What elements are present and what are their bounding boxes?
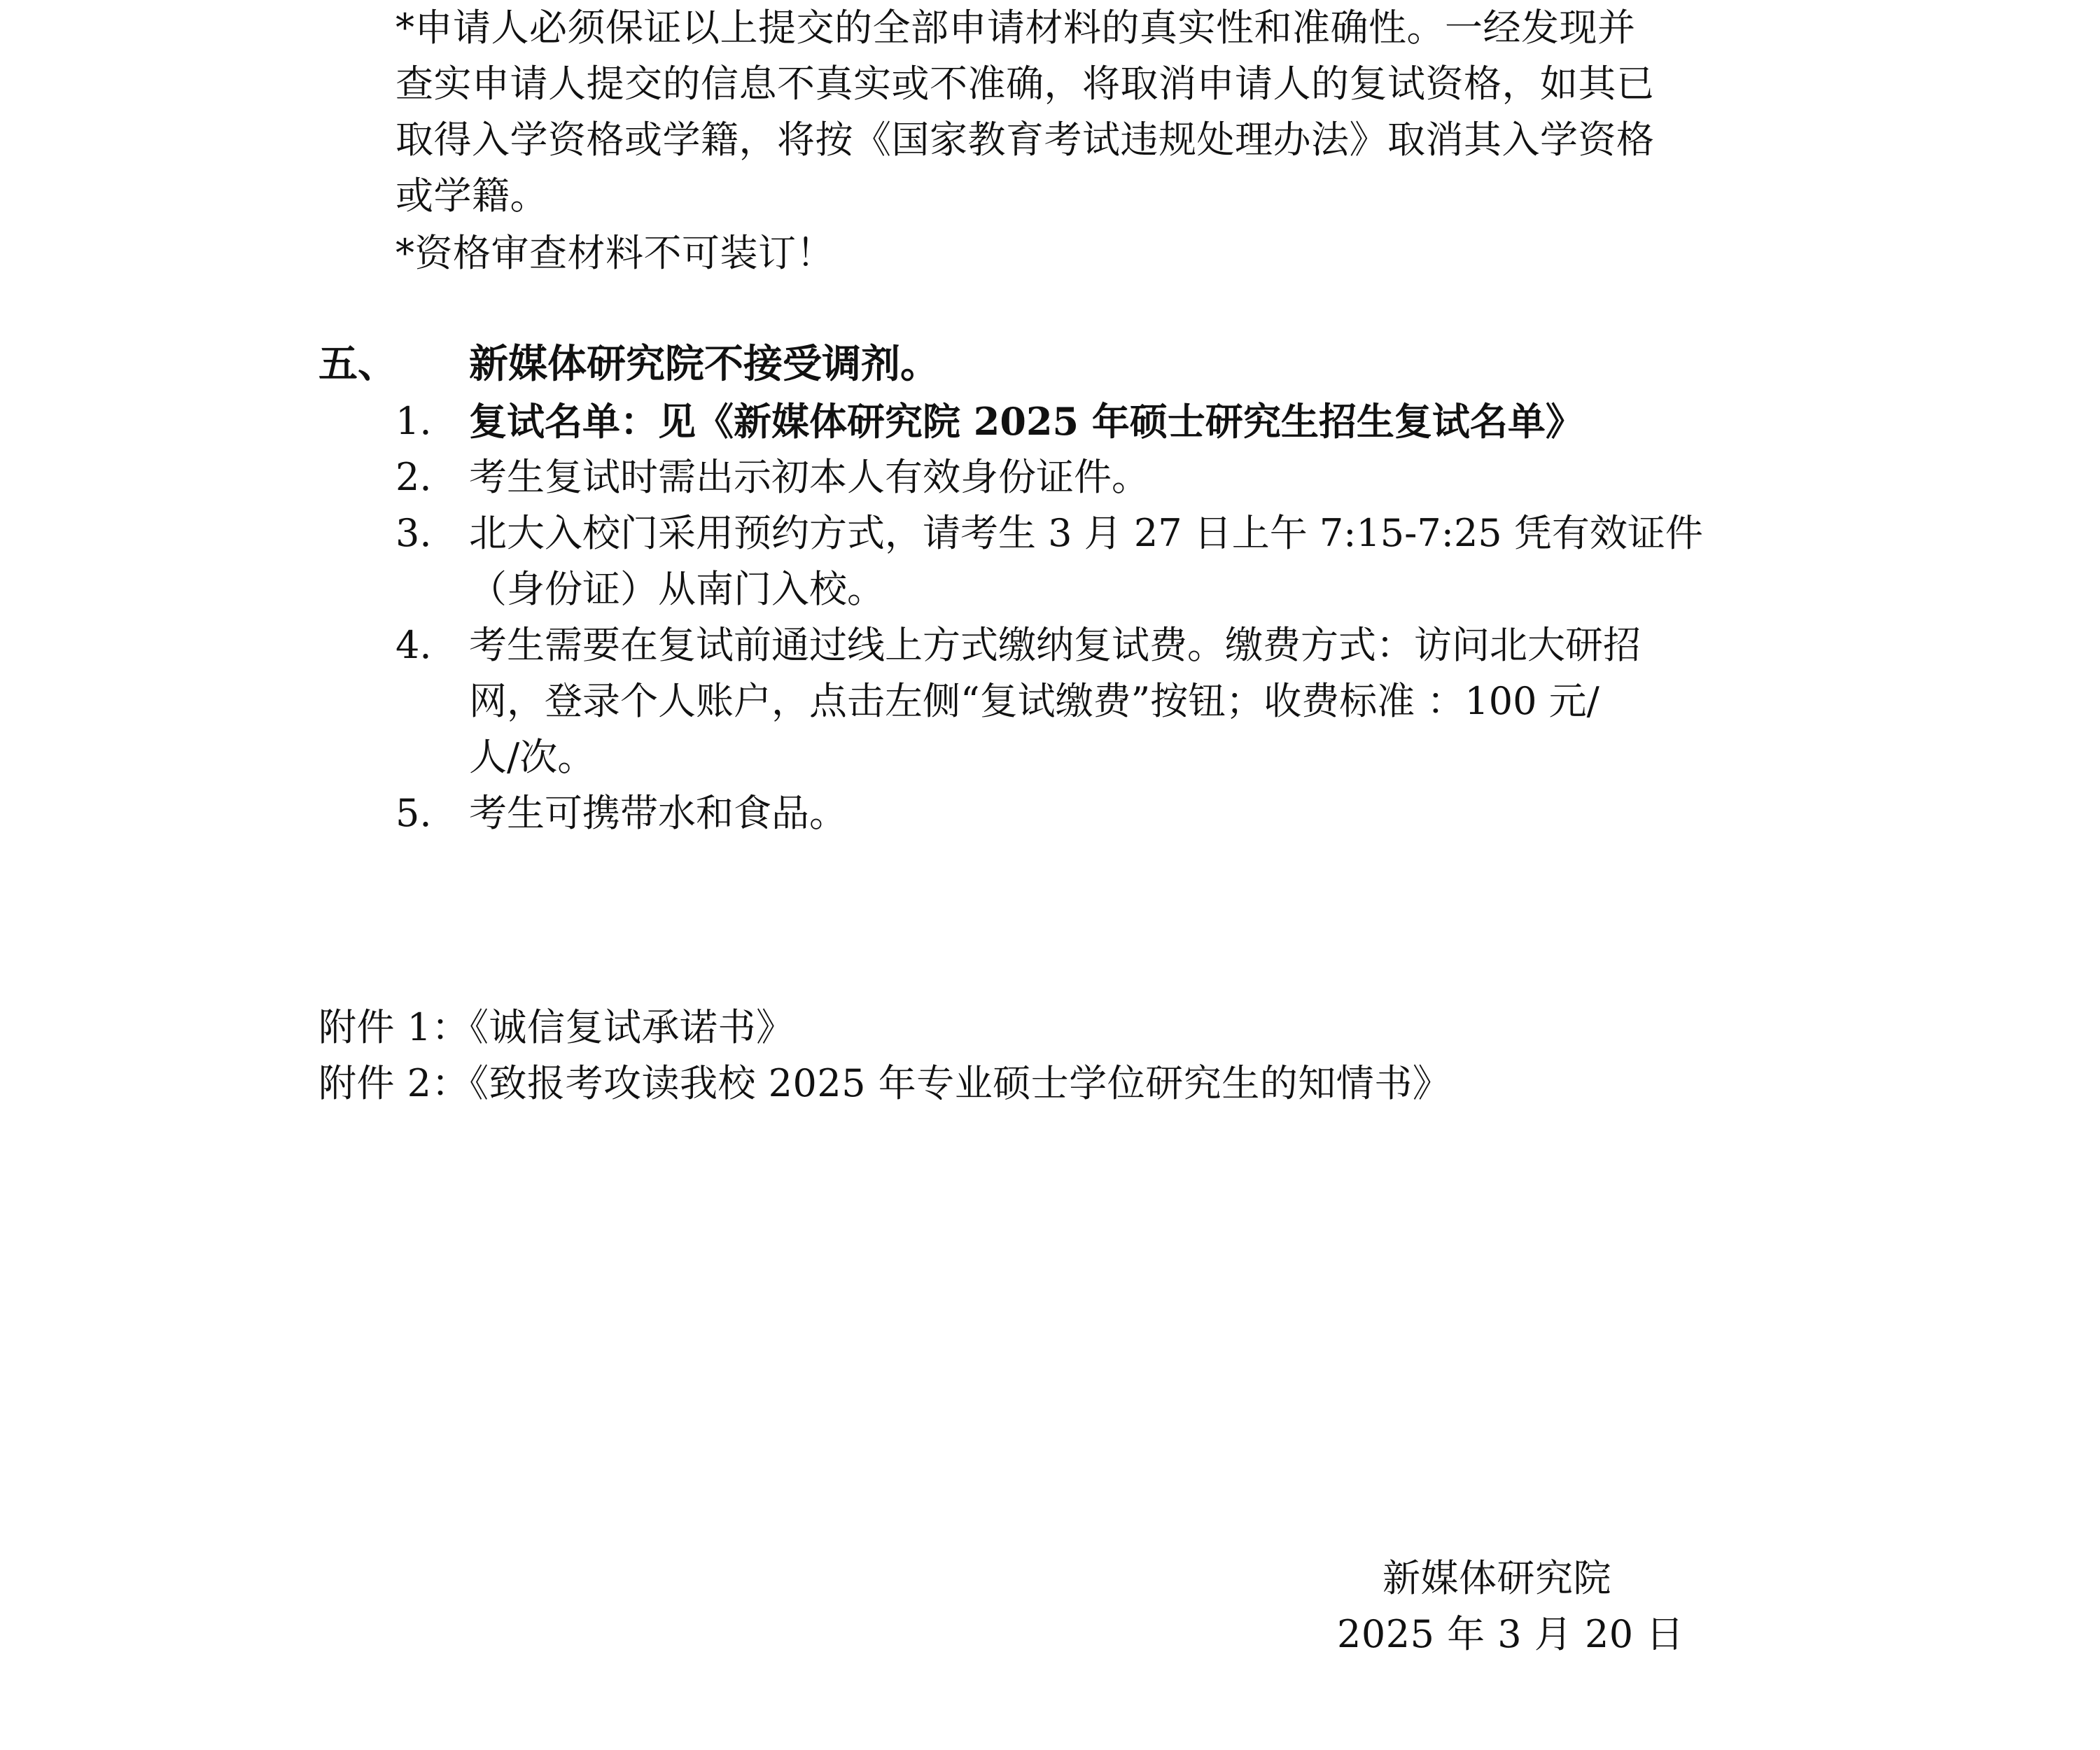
- signature-date: 2025 年 3 月 20 日: [1337, 1612, 1684, 1656]
- item3-text-line-2: （身份证）从南门入校。: [469, 567, 885, 611]
- item2-text: 考生复试时需出示初本人有效身份证件。: [469, 455, 1149, 499]
- item3-text-line-1: 北大入校门采用预约方式，请考生 3 月 27 日上午 7:15-7:25 凭有效证件: [469, 511, 1703, 555]
- note1-line-2: 查实申请人提交的信息不真实或不准确，将取消申请人的复试资格，如其已: [396, 62, 1655, 106]
- item1-text: 复试名单：见《新媒体研究院 2025 年硕士研究生招生复试名单》: [469, 399, 1583, 444]
- section5-number: 五、: [318, 341, 397, 387]
- item3-number: 3.: [396, 511, 432, 555]
- note2: *资格审查材料不可装订！: [396, 231, 834, 275]
- item4-text-line-2: 网，登录个人账户，点击左侧“复试缴费”按钮；收费标准 ：100 元/: [469, 679, 1600, 723]
- attachment-1: 附件 1：《诚信复试承诺书》: [318, 1005, 794, 1049]
- item4-text-line-1: 考生需要在复试前通过线上方式缴纳复试费。缴费方式：访问北大研招: [469, 623, 1641, 667]
- section5-title: 新媒体研究院不接受调剂。: [469, 341, 939, 387]
- item5-text: 考生可携带水和食品。: [469, 791, 847, 835]
- item4-number: 4.: [396, 623, 432, 667]
- item1-number: 1.: [396, 399, 432, 443]
- attachment-2: 附件 2：《致报考攻读我校 2025 年专业硕士学位研究生的知情书》: [318, 1061, 1451, 1105]
- item4-text-line-3: 人/次。: [469, 735, 596, 779]
- note1-line-3: 取得入学资格或学籍，将按《国家教育考试违规处理办法》取消其入学资格: [396, 118, 1655, 162]
- note1-line-1: *申请人必须保证以上提交的全部申请材料的真实性和准确性。一经发现并: [396, 6, 1636, 50]
- signature-org: 新媒体研究院: [1382, 1556, 1611, 1600]
- item2-number: 2.: [396, 455, 432, 499]
- item5-number: 5.: [396, 791, 432, 835]
- note1-line-4: 或学籍。: [396, 174, 548, 218]
